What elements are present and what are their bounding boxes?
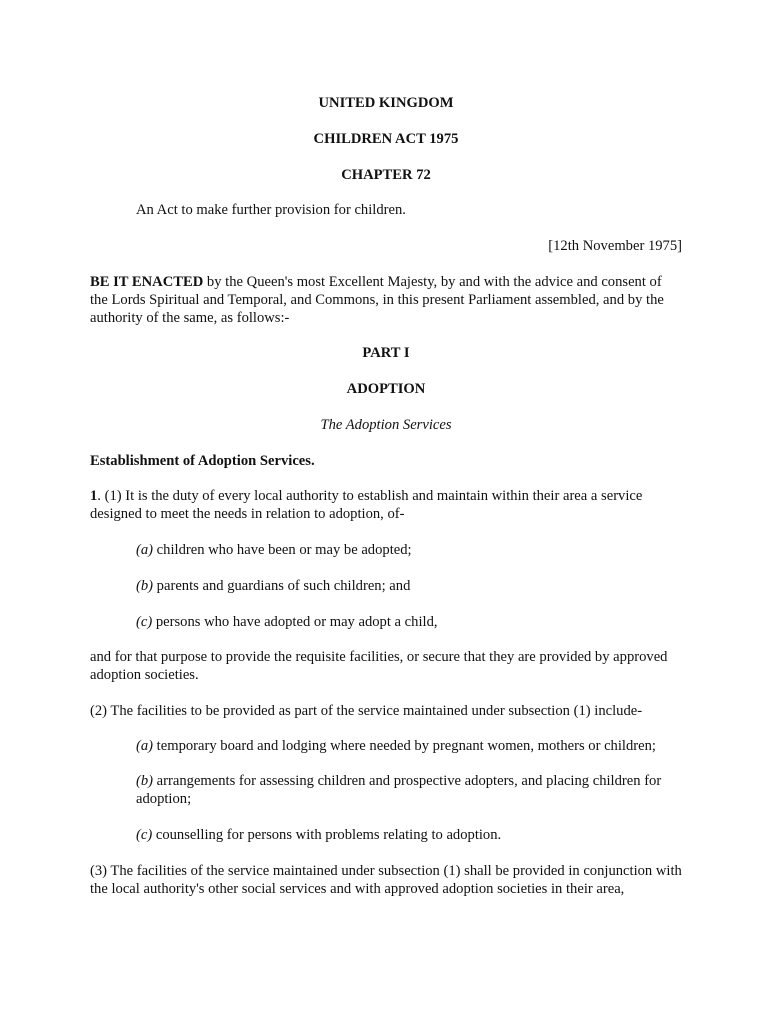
list-item <box>136 772 682 808</box>
part-subtitle: The Adoption Services <box>320 417 452 433</box>
country-heading: UNITED KINGDOM <box>318 95 454 111</box>
item-text: persons who have adopted or may adopt a child, <box>152 614 438 630</box>
subsection-3: (3) The facilities of the service maintained under subsection (1) shall be provided in conjunction with the local authority's other social services and with approved adoption societies in their area, <box>90 863 682 897</box>
list-item <box>136 541 682 559</box>
item-text: children who have been or may be adopted; <box>153 542 412 558</box>
item-text: arrangements for assessing children and prospective adopters, and placing children for adoption; <box>136 773 662 807</box>
list-item <box>136 577 682 595</box>
enactment-date: [12th November 1975] <box>548 238 682 254</box>
act-title: CHILDREN ACT 1975 <box>313 131 459 147</box>
item-text: counselling for persons with problems relating to adoption. <box>152 827 502 843</box>
item-label: (b) <box>136 773 154 789</box>
enacting-formula <box>90 273 682 327</box>
section-1-subsection-1 <box>90 487 682 523</box>
subsection-1-text: . (1) It is the duty of every local authority to establish and maintain within their area a service designed to meet the needs in relation to adoption, of- <box>90 488 643 522</box>
item-label: (c) <box>136 614 153 630</box>
list-item <box>136 737 682 755</box>
list-item <box>136 613 682 631</box>
item-label: (a) <box>136 738 154 754</box>
item-text: parents and guardians of such children; and <box>153 578 411 594</box>
list-item <box>136 826 682 844</box>
section-heading: Establishment of Adoption Services. <box>90 453 315 469</box>
enacting-text: by the Queen's most Excellent Majesty, by and with the advice and consent of the Lords Spiritual and Temporal, and Commons, in this present Parliament assembled, and by the authority of the same, as follows:- <box>90 274 664 326</box>
section-number: 1 <box>90 488 98 504</box>
part-title: ADOPTION <box>346 381 426 397</box>
subsection-1-tail: and for that purpose to provide the requisite facilities, or secure that they are provided by approved adoption societies. <box>90 649 668 683</box>
long-title: An Act to make further provision for children. <box>136 202 406 218</box>
item-label: (c) <box>136 827 153 843</box>
part-number: PART I <box>362 345 410 361</box>
item-label: (a) <box>136 542 154 558</box>
item-text: temporary board and lodging where needed by pregnant women, mothers or children; <box>153 738 656 754</box>
subsection-2: (2) The facilities to be provided as part of the service maintained under subsection (1) include- <box>90 703 643 719</box>
enacting-lead: BE IT ENACTED <box>90 274 204 290</box>
chapter-heading: CHAPTER 72 <box>341 167 431 183</box>
item-label: (b) <box>136 578 154 594</box>
